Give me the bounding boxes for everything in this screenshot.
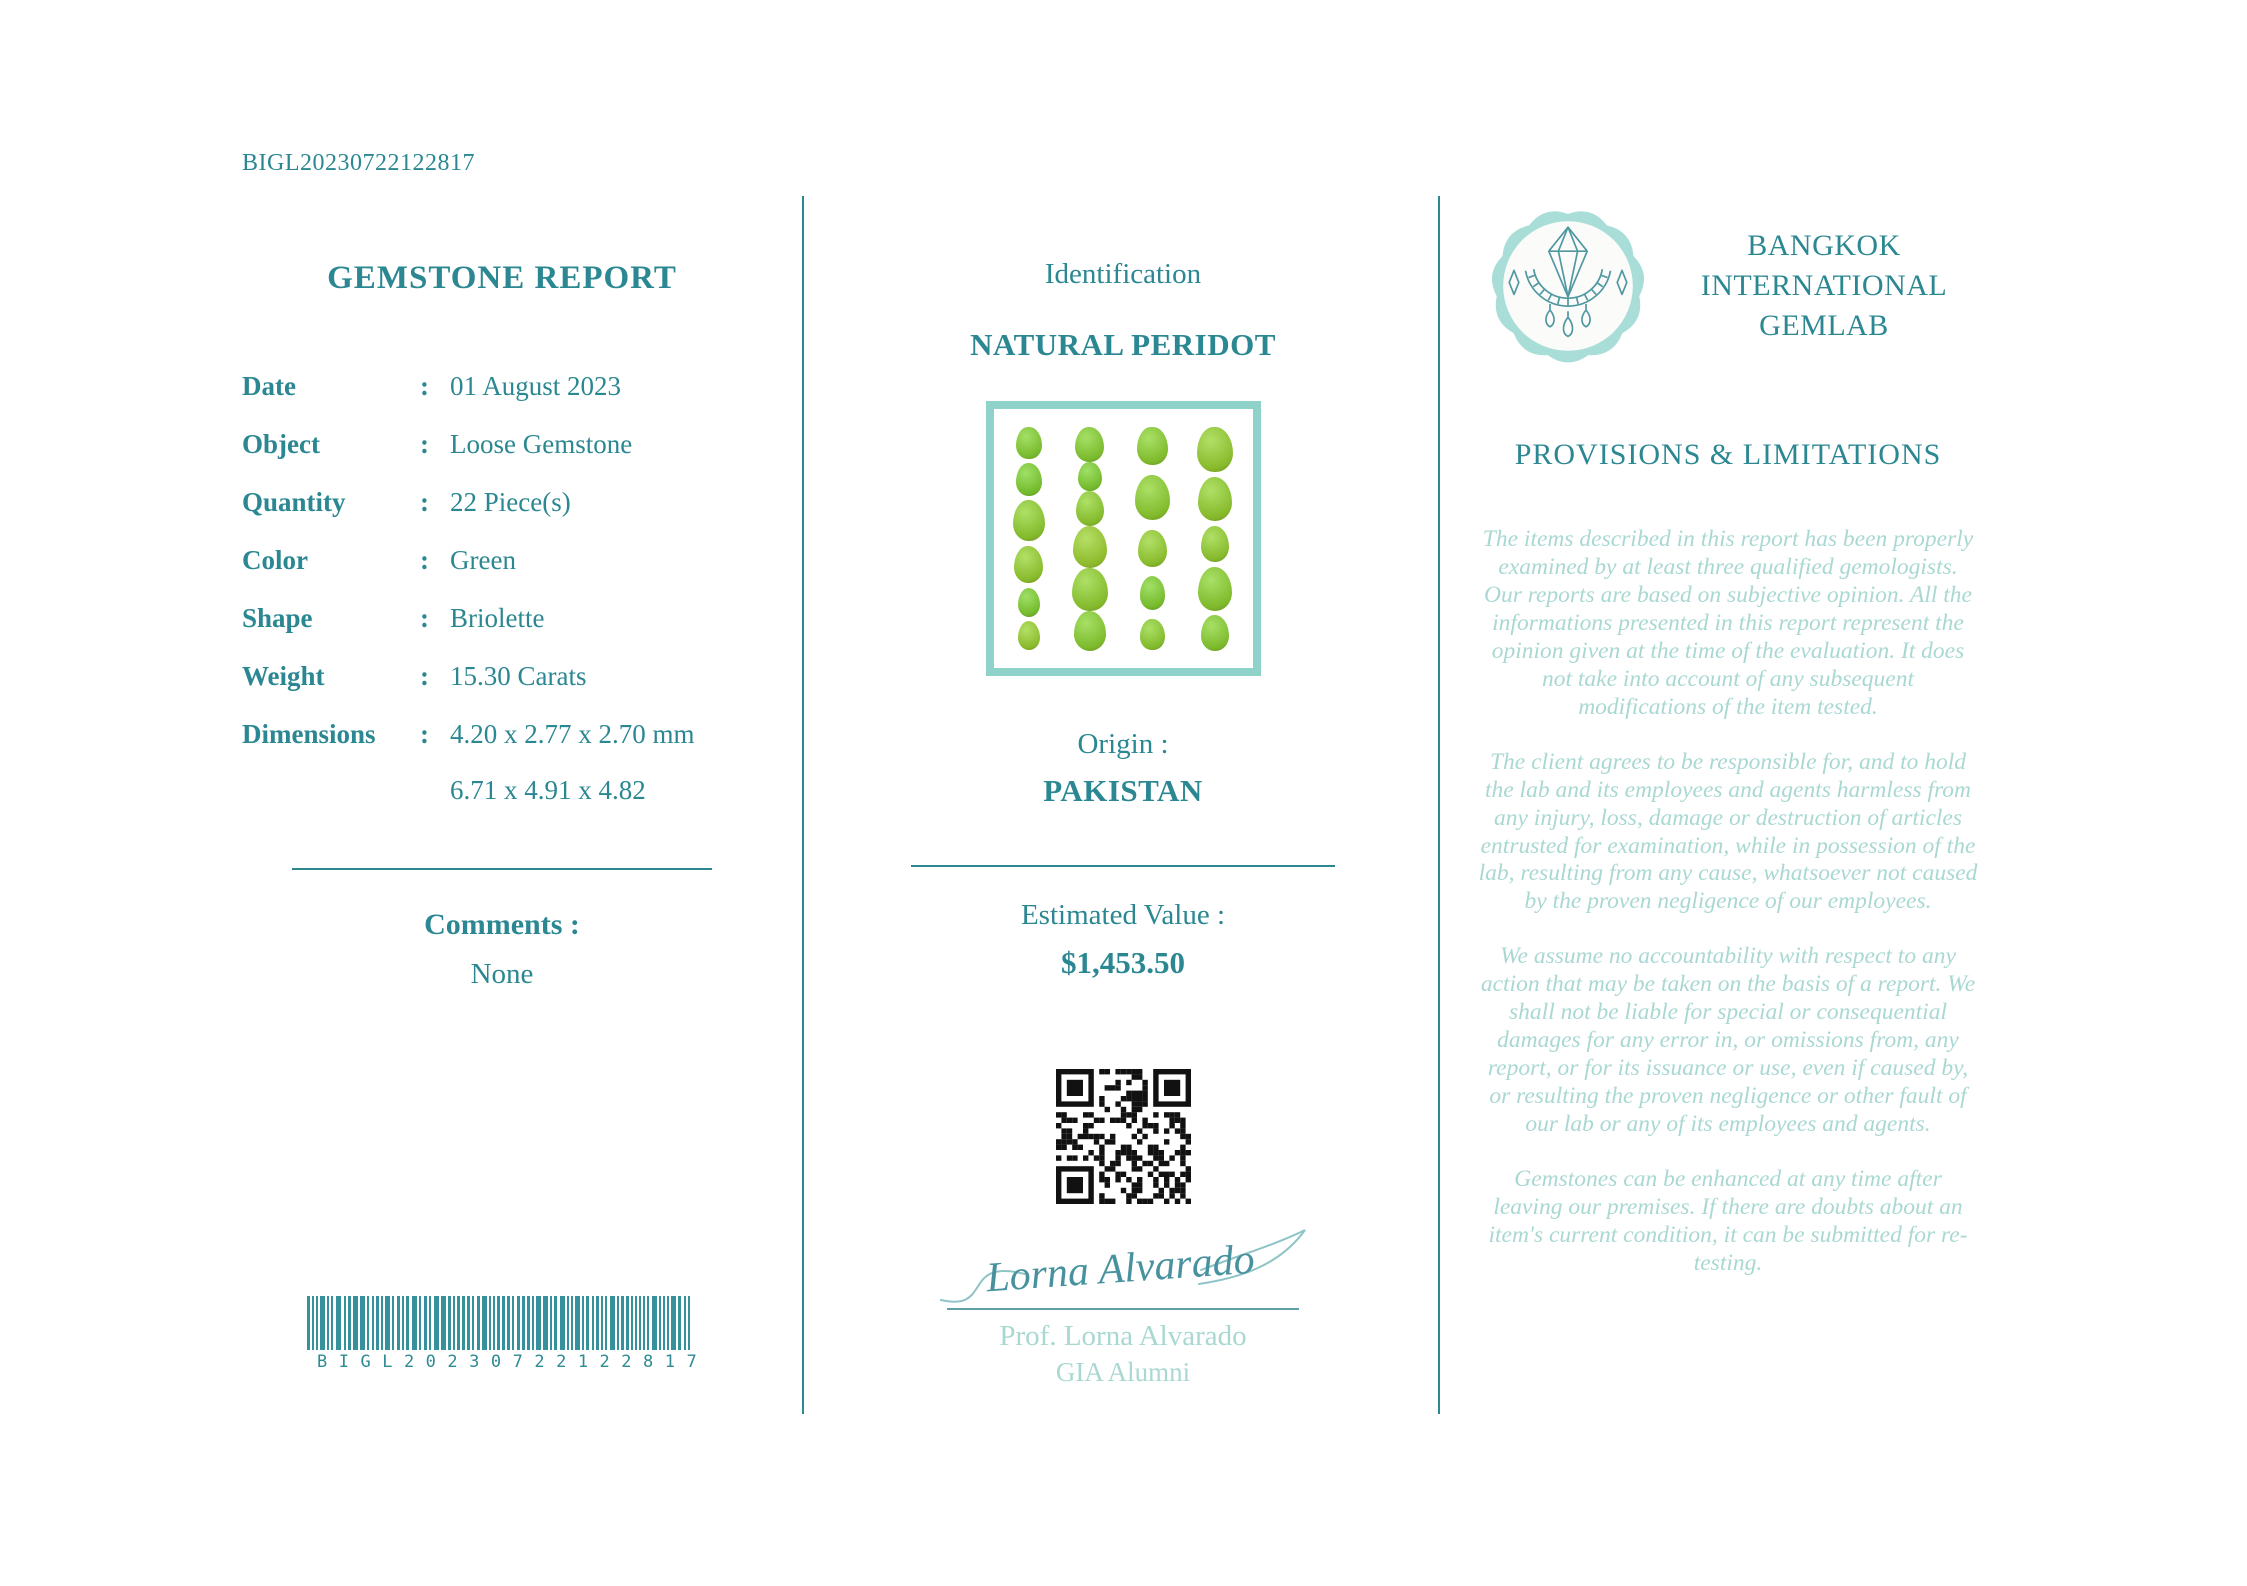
gem-icon: [1016, 427, 1041, 459]
field-value-line2: 6.71 x 4.91 x 4.82: [450, 775, 646, 805]
comments-heading: Comments :: [424, 908, 580, 941]
field-label: Object: [242, 429, 320, 459]
gem-column: [1197, 427, 1233, 651]
field-value: 15.30 Carats: [450, 661, 587, 691]
gem-column: [1013, 427, 1045, 651]
field-value: Green: [450, 545, 516, 575]
gem-grid: [1013, 427, 1233, 651]
field-colon: :: [420, 429, 429, 459]
gem-icon: [1076, 491, 1105, 526]
estimated-value-amount: $1,453.50: [1061, 945, 1185, 980]
signature-text: Lorna Alvarado: [984, 1236, 1257, 1302]
signer-title: GIA Alumni: [1055, 1357, 1191, 1387]
field-colon: :: [420, 661, 429, 691]
column-divider-left: [802, 196, 804, 1414]
field-value: Briolette: [450, 603, 545, 633]
field-row-color: [242, 545, 762, 576]
qr-code: [1056, 1069, 1191, 1204]
gem-icon: [1197, 427, 1233, 473]
provisions-heading: PROVISIONS & LIMITATIONS: [1514, 438, 1942, 471]
field-label: Dimensions: [242, 719, 376, 749]
gem-icon: [1198, 567, 1232, 611]
gem-icon: [1140, 619, 1165, 651]
field-label: Quantity: [242, 487, 346, 517]
barcode-text: BIGL20230722122817: [317, 1352, 709, 1372]
barcode: [307, 1296, 709, 1372]
provision-paragraph: The client agrees to be responsible for, and to hold the lab and its employees and agents harmless from any injury, loss, damage or destruction of articles entrusted for examination, while in possession of the lab, resulting from any cause, whatsoever not caused by the proven negligence of our employees.: [1478, 748, 1978, 915]
gem-icon: [1137, 427, 1167, 466]
comments-divider-line: [292, 868, 712, 870]
field-value: 01 August 2023: [450, 371, 622, 401]
field-value: 4.20 x 2.77 x 2.70 mm: [450, 719, 695, 749]
lab-column: [1478, 196, 1978, 1305]
lab-logo-icon: [1478, 196, 1658, 376]
field-value: 22 Piece(s): [450, 487, 571, 517]
gem-icon: [1201, 615, 1229, 650]
field-row-dimensions: [242, 719, 762, 750]
field-value: Loose Gemstone: [450, 429, 633, 459]
signer-name: Prof. Lorna Alvarado: [999, 1320, 1247, 1352]
field-label: Shape: [242, 603, 313, 633]
provision-paragraph: The items described in this report has been properly examined by at least three qualified gemologists. Our reports are based on subjective opinion. All the informations presented in this report represent the opinion given at the time of the evaluation. It does not take into account of any subsequent modifications of the item tested.: [1482, 526, 1974, 720]
gem-icon: [1078, 462, 1102, 491]
field-colon: :: [420, 371, 429, 401]
signature: [933, 1218, 1313, 1314]
gem-icon: [1013, 500, 1045, 541]
field-label: Color: [242, 545, 308, 575]
provision-paragraph: We assume no accountability with respect to any action that may be taken on the basis of a report. We shall not be liable for special or consequential damages for any error in, or omissions from, any report, or for its issuance or use, even if caused by, or resulting the proven negligence or other fault of our lab or any of its employees and agents.: [1480, 943, 1976, 1138]
field-colon: :: [420, 487, 429, 517]
field-row-object: [242, 429, 762, 460]
field-row-shape: [242, 603, 762, 634]
value-divider-line: [911, 865, 1335, 867]
gem-icon: [1140, 576, 1166, 609]
gemstone-photo: [986, 401, 1261, 676]
lab-header: [1478, 196, 1978, 376]
estimated-value-label: Estimated Value :: [1020, 899, 1226, 931]
gem-icon: [1018, 621, 1041, 650]
gem-icon: [1198, 477, 1233, 521]
comments-value: None: [470, 958, 534, 990]
gem-icon: [1138, 530, 1167, 567]
report-details-column: [242, 260, 762, 1372]
origin-label: Origin :: [1077, 728, 1169, 760]
field-colon: :: [420, 719, 429, 749]
gem-icon: [1135, 475, 1171, 521]
gem-icon: [1073, 526, 1107, 568]
report-number: BIGL20230722122817: [242, 150, 475, 176]
gem-icon: [1075, 427, 1104, 462]
identification-heading: Identification: [1044, 258, 1202, 290]
identification-column: [845, 258, 1401, 1388]
origin-value: PAKISTAN: [1043, 773, 1203, 808]
column-divider-right: [1438, 196, 1440, 1414]
gem-column: [1072, 427, 1108, 651]
gem-icon: [1016, 463, 1041, 496]
lab-name: BANGKOK INTERNATIONAL GEMLAB: [1700, 228, 1948, 343]
identification-result: NATURAL PERIDOT: [970, 327, 1276, 362]
field-colon: :: [420, 603, 429, 633]
signature-line: [947, 1308, 1299, 1310]
field-row-weight: [242, 661, 762, 692]
field-colon: :: [420, 545, 429, 575]
gem-icon: [1014, 546, 1043, 583]
barcode-bars: [307, 1296, 697, 1350]
gem-icon: [1072, 568, 1108, 611]
field-row-date: [242, 371, 762, 402]
gem-icon: [1018, 588, 1041, 617]
field-label: Date: [242, 371, 296, 401]
field-label: Weight: [242, 661, 325, 691]
gem-icon: [1074, 611, 1107, 651]
gem-column: [1135, 427, 1171, 651]
field-row-quantity: [242, 487, 762, 518]
gem-icon: [1201, 526, 1230, 563]
report-title: GEMSTONE REPORT: [327, 260, 677, 296]
provision-paragraph: Gemstones can be enhanced at any time after leaving our premises. If there are doubts about an item's current condition, it can be submitted for re-testing.: [1488, 1166, 1968, 1276]
